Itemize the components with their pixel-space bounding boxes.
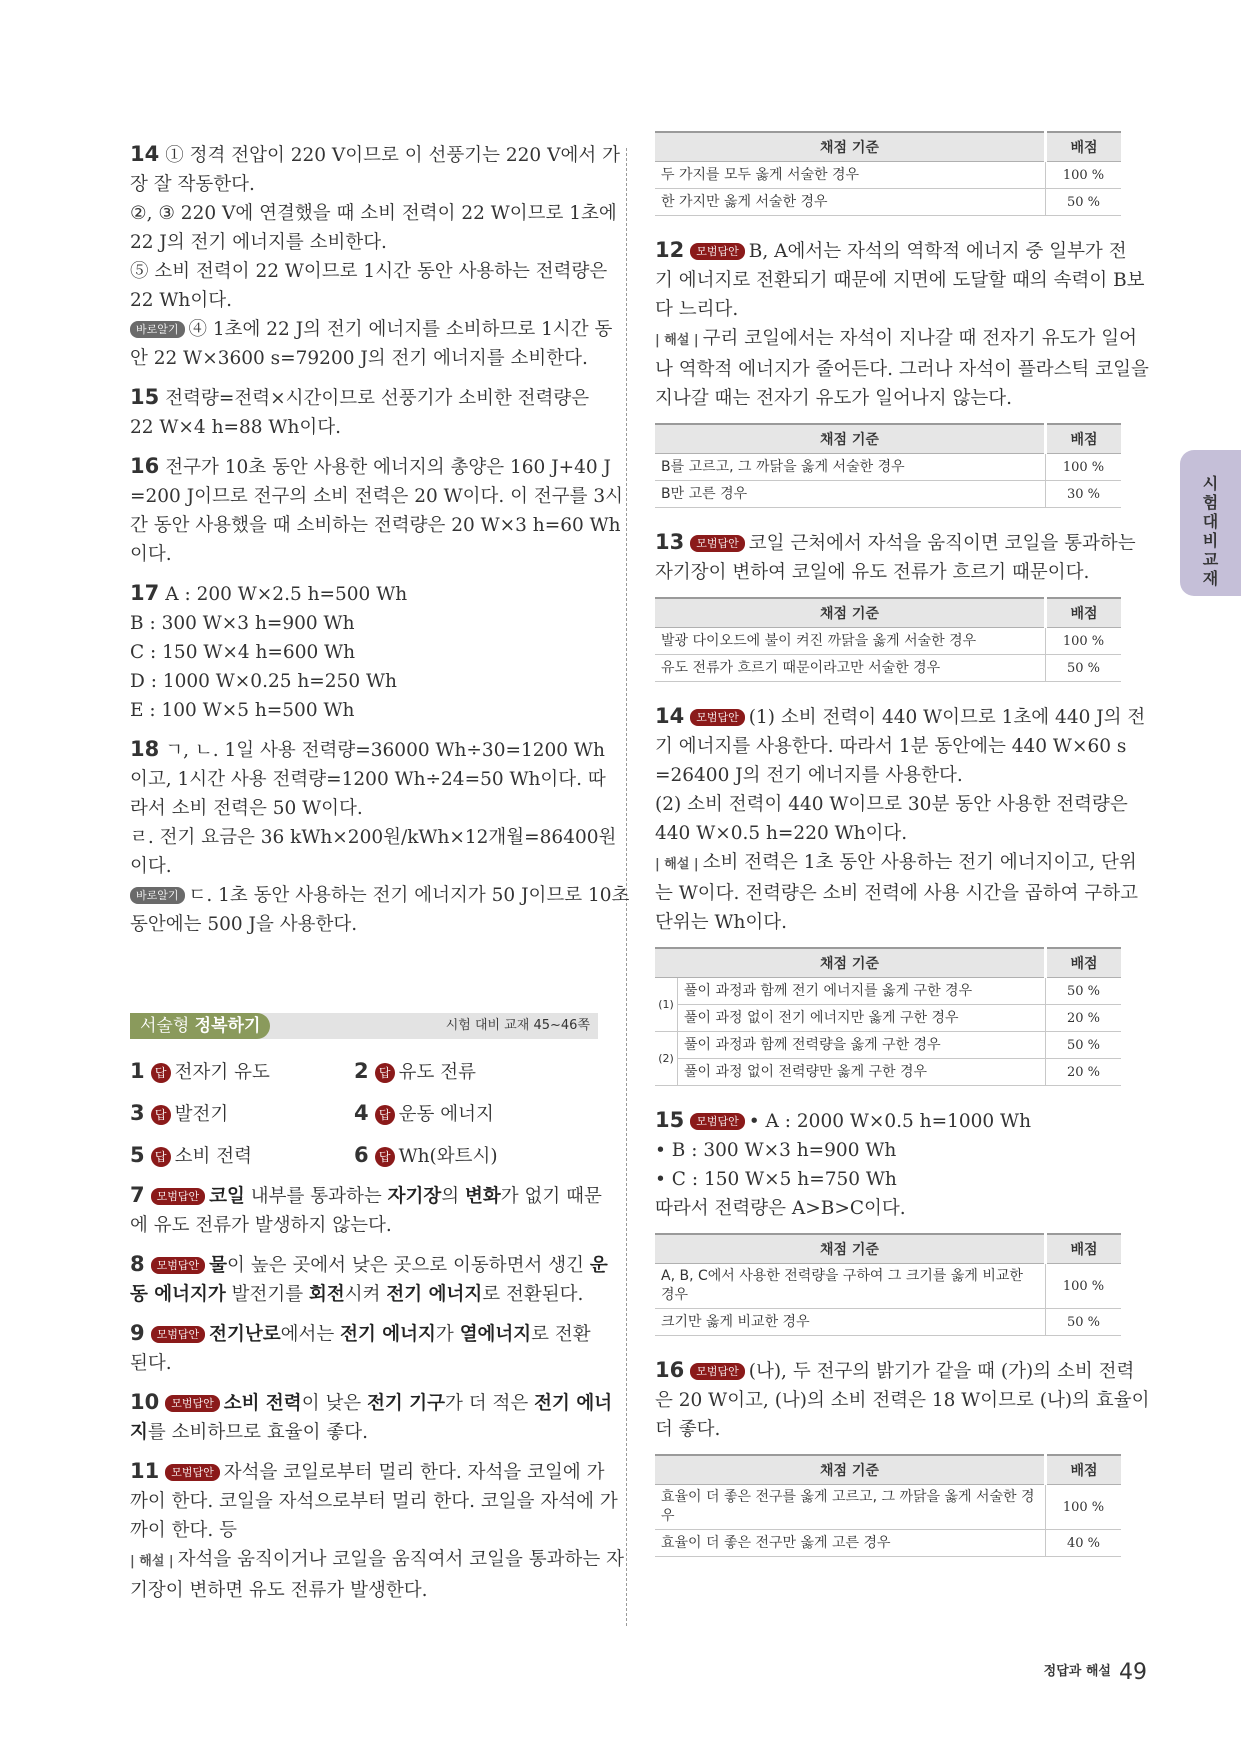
dap-badge: 답 (151, 1147, 171, 1167)
short-answer-1: 1 답 전자기 유도 (130, 1059, 270, 1083)
model-answer-badge: 모범답안 (151, 1188, 206, 1205)
dap-badge: 답 (375, 1147, 395, 1167)
model-answer-badge: 모범답안 (690, 243, 745, 260)
table-row: 풀이 과정 없이 전기 에너지만 옳게 구한 경우 20 % (655, 1005, 1121, 1032)
answer-15-right: 15 모범답안 • A : 2000 W×0.5 h=1000 Wh • B : 300 W×3 h=900 Wh • C : 150 W×5 h=750 Wh 따라서 전력량은 A>B>C이다. (655, 1108, 1031, 1219)
short-answer-6: 6 답 Wh(와트시) (354, 1143, 498, 1167)
model-answer-badge: 모범답안 (690, 535, 745, 552)
model-answer-badge: 모범답안 (690, 709, 745, 726)
question-number: 18 (130, 737, 160, 761)
model-answer-badge: 모범답안 (690, 1113, 745, 1130)
table-row: 효율이 더 좋은 전구만 옳게 고른 경우 40 % (655, 1530, 1121, 1557)
answer-13: 13 모범답안 코일 근처에서 자석을 움직이면 코일을 통과하는 자기장이 변하여 코일에 유도 전류가 흐르기 때문이다. (655, 530, 1136, 583)
dap-badge: 답 (375, 1105, 395, 1125)
barogi-badge: 바로알기 (130, 887, 185, 904)
grading-table-14: 채점 기준 배점 (1) 풀이 과정과 함께 전기 에너지를 옳게 구한 경우 50 % 풀이 과정 없이 전기 에너지만 옳게 구한 경우 20 % (2) 풀이 과정과 함께 전력량을 옳게 구한 경우 50 % 풀이 과정 없이 전력량만 옳게 구한 경우 20 % (655, 947, 1121, 1086)
grading-table-13: 채점 기준 배점 발광 다이오드에 불이 켜진 까닭을 옳게 서술한 경우 100 % 유도 전류가 흐르기 때문이라고만 서술한 경우 50 % (655, 597, 1121, 682)
model-answer-badge: 모범답안 (165, 1395, 220, 1412)
question-number: 14 (130, 142, 160, 166)
barogi-badge: 바로알기 (130, 321, 185, 338)
page-footer (1044, 1660, 1147, 1685)
right-column (655, 131, 1150, 1577)
left-column (130, 140, 630, 1615)
answer-14-right: 14 모범답안 (1) 소비 전력이 440 W이므로 1초에 440 J의 전 기 에너지를 사용한다. 따라서 1분 동안에는 440 W×60 s =26400 J의 전기 에너지를 사용한다. (2) 소비 전력이 440 W이므로 30분 동안 사용한 전력량은 440 W×0.5 h=220 Wh이다. | 해설 | 소비 전력은 1초 동안 사용하는 전기 에너지이고, 단위 는 W이다. 전력량은 소비 전력에 사용 시간을 곱하여 구하고 단위는 Wh이다. (655, 704, 1146, 933)
answer-14: 14 ① 정격 전압이 220 V이므로 이 선풍기는 220 V에서 가 장 잘 작동한다. ②, ③ 220 V에 연결했을 때 소비 전력이 22 W이므로 1초에 22 J의 전기 에너지를 소비한다. ⑤ 소비 전력이 22 W이므로 1시간 동안 사용하는 전력량은 22 Wh이다. 바로알기 ④ 1초에 22 J의 전기 에너지를 소비하므로 1시간 동 안 22 W×3600 s=79200 J의 전기 에너지를 소비한다. (130, 142, 620, 369)
grading-table-16: 채점 기준 배점 효율이 더 좋은 전구를 옳게 고르고, 그 까닭을 옳게 서술한 경우 100 % 효율이 더 좋은 전구만 옳게 고른 경우 40 % (655, 1454, 1121, 1557)
answer-16-right: 16 모범답안 (나), 두 전구의 밝기가 같을 때 (가)의 소비 전력 은 20 W이고, (나)의 소비 전력은 18 W이므로 (나)의 효율이 더 좋다. (655, 1358, 1150, 1440)
short-answer-4: 4 답 운동 에너지 (354, 1101, 494, 1125)
footer-label: 정답과 해설 (1043, 1664, 1111, 1679)
section-header (130, 1013, 598, 1039)
table-row: 효율이 더 좋은 전구를 옳게 고르고, 그 까닭을 옳게 서술한 경우 100 % (655, 1485, 1121, 1530)
dap-badge: 답 (151, 1063, 171, 1083)
side-tab-label: 시 험 대 비 교 재 (1202, 474, 1219, 588)
section-title: 서술형 정복하기 (130, 1013, 270, 1039)
answer-9: 9 모범답안 전기난로에서는 전기 에너지가 열에너지로 전환 된다. (130, 1321, 591, 1374)
answer-10: 10 모범답안 소비 전력이 낮은 전기 기구가 더 적은 전기 에너 지를 소비하므로 효율이 좋다. (130, 1390, 613, 1443)
grading-table-15: 채점 기준 배점 A, B, C에서 사용한 전력량을 구하여 그 크기를 옳게 비교한 경우 100 % 크기만 옳게 비교한 경우 50 % (655, 1233, 1121, 1336)
explanation-label: | 해설 | (655, 857, 699, 872)
side-tab-exam-prep[interactable] (1180, 450, 1241, 596)
dap-badge: 답 (375, 1063, 395, 1083)
answer-15: 15 전력량=전력×시간이므로 선풍기가 소비한 전력량은 22 W×4 h=88 Wh이다. (130, 385, 590, 438)
question-number: 15 (130, 385, 160, 409)
section-reference: 시험 대비 교재 45~46쪽 (445, 1018, 590, 1033)
answer-11: 11 모범답안 자석을 코일로부터 멀리 한다. 자석을 코일에 가 까이 한다. 코일을 자석으로부터 멀리 한다. 코일을 자석에 가 까이 한다. 등 | 해설 | 자석을 움직이거나 코일을 움직여서 코일을 통과하는 자 기장이 변하면 유도 전류가 발생한다. (130, 1459, 624, 1601)
explanation-label: | 해설 | (655, 333, 699, 348)
page-number: 49 (1119, 1660, 1147, 1685)
answer-8: 8 모범답안 물이 높은 곳에서 낮은 곳으로 이동하면서 생긴 운 동 에너지가 발전기를 회전시켜 전기 에너지로 전환된다. (130, 1252, 608, 1305)
model-answer-badge: 모범답안 (690, 1363, 745, 1380)
explanation-label: | 해설 | (130, 1554, 174, 1569)
short-answers (130, 1057, 598, 1171)
question-number: 17 (130, 581, 160, 605)
table-row: (1) 풀이 과정과 함께 전기 에너지를 옳게 구한 경우 50 % (655, 978, 1121, 1005)
question-number: 16 (130, 454, 160, 478)
table-row: B를 고르고, 그 까닭을 옳게 서술한 경우 100 % (655, 454, 1121, 481)
dap-badge: 답 (151, 1105, 171, 1125)
short-answer-2: 2 답 유도 전류 (354, 1059, 476, 1083)
table-row: B만 고른 경우 30 % (655, 481, 1121, 508)
model-answer-badge: 모범답안 (165, 1464, 220, 1481)
table-row: 한 가지만 옳게 서술한 경우 50 % (655, 189, 1121, 216)
grading-table-11: 채점 기준 배점 두 가지를 모두 옳게 서술한 경우 100 % 한 가지만 옳게 서술한 경우 50 % (655, 131, 1121, 216)
table-row: 유도 전류가 흐르기 때문이라고만 서술한 경우 50 % (655, 655, 1121, 682)
table-row: 크기만 옳게 비교한 경우 50 % (655, 1309, 1121, 1336)
table-row: 두 가지를 모두 옳게 서술한 경우 100 % (655, 162, 1121, 189)
short-answer-5: 5 답 소비 전력 (130, 1143, 252, 1167)
table-row: 발광 다이오드에 불이 켜진 까닭을 옳게 서술한 경우 100 % (655, 628, 1121, 655)
grading-table-12: 채점 기준 배점 B를 고르고, 그 까닭을 옳게 서술한 경우 100 % B만 고른 경우 30 % (655, 423, 1121, 508)
answer-17: 17 A : 200 W×2.5 h=500 Wh B : 300 W×3 h=900 Wh C : 150 W×4 h=600 Wh D : 1000 W×0.25 h=250 Wh E : 100 W×5 h=500 Wh (130, 581, 408, 721)
answer-7: 7 모범답안 코일 내부를 통과하는 자기장의 변화가 없기 때문 에 유도 전류가 발생하지 않는다. (130, 1183, 602, 1236)
answer-16: 16 전구가 10초 동안 사용한 에너지의 총양은 160 J+40 J =200 J이므로 전구의 소비 전력은 20 W이다. 이 전구를 3시 간 동안 사용했을 때 소비하는 전력량은 20 W×3 h=60 Wh 이다. (130, 454, 624, 565)
model-answer-badge: 모범답안 (151, 1257, 206, 1274)
model-answer-badge: 모범답안 (151, 1326, 206, 1343)
table-row: A, B, C에서 사용한 전력량을 구하여 그 크기를 옳게 비교한 경우 100 % (655, 1264, 1121, 1309)
table-row: (2) 풀이 과정과 함께 전력량을 옳게 구한 경우 50 % (655, 1032, 1121, 1059)
table-row: 풀이 과정 없이 전력량만 옳게 구한 경우 20 % (655, 1059, 1121, 1086)
answer-12: 12 모범답안 B, A에서는 자석의 역학적 에너지 중 일부가 전 기 에너지로 전환되기 때문에 지면에 도달할 때의 속력이 B보 다 느리다. | 해설 | 구리 코일에서는 자석이 지나갈 때 전자기 유도가 일어 나 역학적 에너지가 줄어든다. 그러나 자석이 플라스틱 코일을 지나갈 때는 전자기 유도가 일어나지 않는다. (655, 238, 1149, 409)
answer-18: 18 ㄱ, ㄴ. 1일 사용 전력량=36000 Wh÷30=1200 Wh 이고, 1시간 사용 전력량=1200 Wh÷24=50 Wh이다. 따 라서 소비 전력은 50 W이다. ㄹ. 전기 요금은 36 kWh×200원/kWh×12개월=86400원 이다. 바로알기 ㄷ. 1초 동안 사용하는 전기 에너지가 50 J이므로 10초 동안에는 500 J을 사용한다. (130, 737, 630, 935)
short-answer-3: 3 답 발전기 (130, 1101, 229, 1125)
